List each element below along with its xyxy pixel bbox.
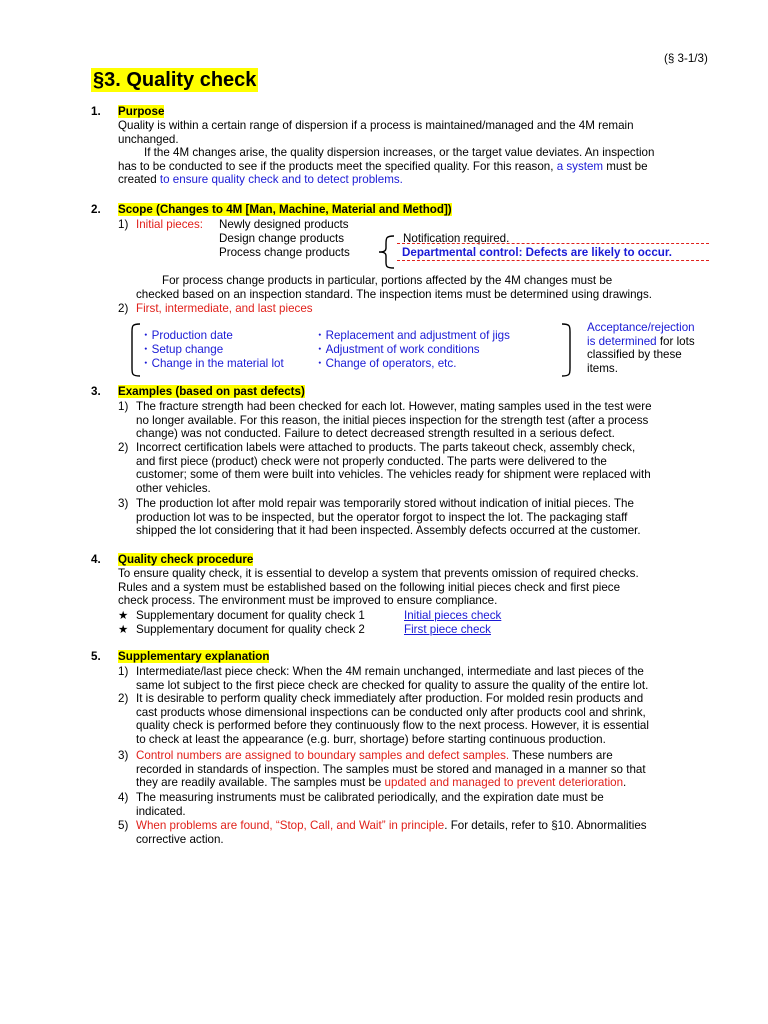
list-item: 1) Intermediate/last piece check: When the 4M remain unchanged, intermediate and last pieces of the same lot subject to the first piece check are checked for quality to assure the quality of the entire lot.	[118, 665, 649, 692]
departmental-control-note: Departmental control: Defects are likely to occur.	[402, 246, 672, 259]
document-page: (§ 3-1/3) §3. Quality check 1. Purpose Quality is within a certain range of dispersion if a process is maintained/managed and the 4M remain unchanged. If the 4M changes arise, the quality dispersion increases, or the target value deviates. An inspection has to be conducted to see if the products meet the specified quality. For this reason, a system must be created to ensure quality check and to detect problems. 2. Scope (Changes to 4M [Man, Machine, Material and Method]) 1) Initial pieces: Newly designed products Design change products Process change products Notification required. Departmental control: Defects are likely to occur. For process change products in particular, portions affected by the 4M changes must be checked based on an inspection standard. The inspection items must be determined using drawings. 2) First, intermediate, and last pieces ・Production date ・Setup change ・Change in the material lot ・Replacement and adjustment of jigs ・Adjustment of work conditions ・Change of operators, etc. Acceptance/rejection is determined for lots classified by these items. 3. Examples (based on past defects) 1) The fracture strength had been checked for each lot. However, mating samples used in the test were no longer available. For this reason, the initial pieces inspection for the strength test (after a process change) was not conducted. Failure to detect decreased strength resulted in a serious defect. 2) Incorrect certification labels were attached to products. The parts takeout check, assembly check, and first piece (product) check were not properly conducted. The parts were delivered to the customer; some of them were built into vehicles. The vehicles ready for shipment were replaced with other vehicles. 3) The production lot after mold repair was temporarily stored without indication of initial pieces. The production lot was to be inspected, but the operator forgot to inspect the lot. The packaging staff shipped the lot considering that it had been inspected. Assembly defects occurred at the customer. 4. Quality check procedure To ensure quality check, it is essential to develop a system that prevents omission of required checks. Rules and a system must be established based on the following initial pieces check and first piece check process. The environment must be improved to ensure compliance. ★ Supplementary document for quality check 1 Initial pieces check ★ Supplementary document for quality check 2 First piece check 5. Supplementary explanation 1) Intermediate/last piece check: When the 4M remain unchanged, intermediate and last pieces of the same lot subject to the first piece check are checked for quality to assure the quality of the entire lot. 2) It is desirable to perform quality check immediately after production. For molded resin products and cast products whose dimensional inspections can be conducted only after products cool and shrink, quality check is performed before they continuously flow to the next process. However, it is essential to check at least the appearance (e.g. burr, shortage) before starting continuous production. 3) Control numbers are assigned to boundary samples and defect samples. These numbers are recorded in standards of inspection. The samples must be stored and managed in a manner so that they are readily available. The samples must be updated and managed to prevent deterioration. 4) The measuring instruments must be calibrated periodically, and the expiration date must be indicated. 5) When problems are found, “Stop, Call, and Wait” in principle. For details, refer to §10. Abnormalities corrective action.	[0, 0, 768, 1024]
right-bracket-icon	[560, 322, 574, 378]
star-icon: ★	[118, 609, 129, 622]
section-examples-heading: 3. Examples (based on past defects)	[91, 385, 305, 398]
section-purpose-heading: 1. Purpose	[91, 105, 165, 118]
list-item: 1) The fracture strength had been checked for each lot. However, mating samples used in the test were no longer available. For this reason, the initial pieces inspection for the strength test (after a process change) was not conducted. Failure to detect decreased strength resulted in a serious defect.	[118, 400, 652, 441]
first-piece-check-link[interactable]: First piece check	[404, 623, 491, 636]
list-item: 5) When problems are found, “Stop, Call, and Wait” in principle. For details, refer to §10. Abnormalities corrective action.	[118, 819, 647, 846]
list-item: 2) It is desirable to perform quality check immediately after production. For molded resin products and cast products whose dimensional inspections can be conducted only after products cool and shrink, quality check is performed before they continuously flow to the next process. However, it is essential to check at least the appearance (e.g. burr, shortage) before starting continuous production.	[118, 692, 649, 746]
section-title: Supplementary explanation	[118, 650, 270, 663]
scope-paragraph: For process change products in particular, portions affected by the 4M changes must be checked based on an inspection standard. The inspection items must be determined using drawings.	[136, 274, 653, 301]
list-item: 3) Control numbers are assigned to boundary samples and defect samples. These numbers are recorded in standards of inspection. The samples must be stored and managed in a manner so that they are readily available. The samples must be updated and managed to prevent deterioration.	[118, 749, 646, 790]
initial-pieces-label: Initial pieces:	[136, 218, 204, 231]
page-number: (§ 3-1/3)	[664, 52, 708, 65]
star-icon: ★	[118, 623, 129, 636]
first-pieces-label: First, intermediate, and last pieces	[136, 302, 313, 315]
section-title: Quality check procedure	[118, 553, 254, 566]
section-title: Scope (Changes to 4M [Man, Machine, Material and Method])	[118, 203, 452, 216]
list-item: 3) The production lot after mold repair was temporarily stored without indication of initial pieces. The production lot was to be inspected, but the operator forgot to inspect the lot. The packaging staff shipped the lot considering that it had been inspected. Assembly defects occurred at the customer.	[118, 497, 641, 538]
purpose-text: Quality is within a certain range of dispersion if a process is maintained/managed and the 4M remain unchanged. If the 4M changes arise, the quality dispersion increases, or the target value deviates. An inspection has to be conducted to see if the products meet the specified quality. For this reason, a system must be created to ensure quality check and to detect problems.	[118, 119, 655, 187]
notification-note: Notification required.	[403, 232, 510, 245]
page-title: §3. Quality check	[93, 69, 257, 91]
section-title: Examples (based on past defects)	[118, 385, 305, 398]
left-brace-icon	[376, 234, 398, 270]
section-procedure-heading: 4. Quality check procedure	[91, 553, 254, 566]
section-supplementary-heading: 5. Supplementary explanation	[91, 650, 270, 663]
initial-pieces-check-link[interactable]: Initial pieces check	[404, 609, 502, 622]
procedure-text: To ensure quality check, it is essential to develop a system that prevents omission of required checks. Rules and a system must be established based on the following initial pieces check and first piece check process. The environment must be improved to ensure compliance.	[118, 567, 639, 608]
list-item: 2) Incorrect certification labels were attached to products. The parts takeout check, assembly check, and first piece (product) check were not properly conducted. The parts were delivered to the customer; some of them were built into vehicles. The vehicles ready for shipment were replaced with other vehicles.	[118, 441, 651, 495]
section-title: Purpose	[118, 105, 165, 118]
acceptance-note: Acceptance/rejection is determined for lots classified by these items.	[587, 321, 695, 375]
list-item: 4) The measuring instruments must be calibrated periodically, and the expiration date must be indicated.	[118, 791, 604, 818]
section-scope-heading: 2. Scope (Changes to 4M [Man, Machine, Material and Method])	[91, 203, 452, 216]
